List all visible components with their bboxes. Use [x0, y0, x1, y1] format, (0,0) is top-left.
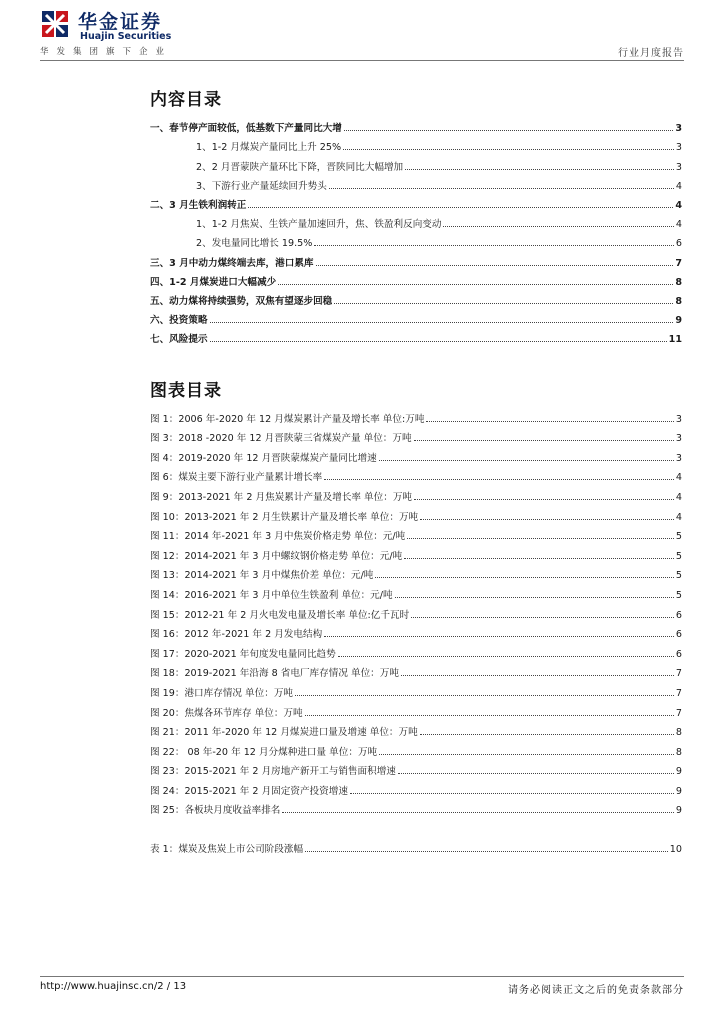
- entry-page-number: 4: [675, 491, 682, 503]
- entry-page-number: 3: [675, 452, 682, 464]
- figure-entry[interactable]: [150, 601, 682, 621]
- entry-title[interactable]: 一、春节停产面较低，低基数下产量同比大增: [150, 123, 342, 135]
- entry-title[interactable]: 图 11：2014 年-2021 年 3 月中焦炭价格走势 单位：元/吨: [150, 531, 406, 543]
- figure-entry[interactable]: [150, 699, 682, 719]
- logo-subtitle: 华发集团旗下企业: [40, 47, 173, 57]
- toc-section-entry[interactable]: [150, 249, 682, 268]
- dot-leader: [334, 303, 673, 304]
- toc-section-entry[interactable]: [150, 115, 682, 134]
- figure-entry[interactable]: [150, 640, 682, 660]
- toc-subsection-entry[interactable]: [150, 153, 682, 172]
- entry-title[interactable]: 表 1：煤炭及焦炭上市公司阶段涨幅: [150, 844, 304, 856]
- entry-title[interactable]: 图 23：2015-2021 年 2 月房地产新开工与销售面积增速: [150, 766, 396, 778]
- lof-title: 图表目录: [150, 381, 222, 401]
- dot-leader: [343, 149, 674, 150]
- figure-entry[interactable]: [150, 464, 682, 484]
- figure-entry[interactable]: [150, 523, 682, 543]
- footer-page-info: http://www.huajinsc.cn/2 / 13: [40, 981, 187, 992]
- entry-title[interactable]: 图 1：2006 年-2020 年 12 月煤炭累计产量及增长率 单位:万吨: [150, 413, 425, 425]
- huajin-logo-icon: [40, 9, 70, 39]
- dot-leader: [426, 421, 673, 422]
- dot-leader: [350, 793, 674, 794]
- entry-title[interactable]: 图 14：2016-2021 年 3 月中单位生铁盈利 单位：元/吨: [150, 589, 393, 601]
- entry-page-number: 5: [675, 550, 682, 562]
- dot-leader: [420, 519, 674, 520]
- entry-page-number: 3: [675, 413, 682, 425]
- entry-title[interactable]: 五、动力煤将持续强势，双焦有望逐步回稳: [150, 295, 333, 307]
- list-spacer: [150, 816, 682, 835]
- dot-leader: [210, 341, 667, 342]
- figure-entry[interactable]: [150, 483, 682, 503]
- entry-title[interactable]: 三、3 月中动力煤终端去库，港口累库: [150, 257, 314, 269]
- entry-title[interactable]: 四、1-2 月煤炭进口大幅减少: [150, 276, 277, 288]
- figure-entry[interactable]: [150, 679, 682, 699]
- entry-title[interactable]: 图 6：煤炭主要下游行业产量累计增长率: [150, 472, 323, 484]
- entry-page-number: 7: [675, 687, 682, 699]
- dot-leader: [414, 440, 674, 441]
- entry-page-number: 6: [675, 629, 682, 641]
- entry-page-number: 3: [675, 142, 682, 154]
- entry-title[interactable]: 六、投资策略: [150, 315, 208, 327]
- dot-leader: [338, 656, 674, 657]
- entry-title[interactable]: 3、下游行业产量延续回升势头: [196, 180, 327, 192]
- dot-leader: [210, 322, 674, 323]
- dot-leader: [398, 773, 674, 774]
- entry-page-number: 3: [675, 123, 682, 135]
- table-entry[interactable]: [150, 835, 682, 855]
- entry-title[interactable]: 图 21：2011 年-2020 年 12 月煤炭进口量及增速 单位：万吨: [150, 727, 418, 739]
- entry-page-number: 9: [675, 805, 682, 817]
- figure-entry[interactable]: [150, 797, 682, 817]
- entry-page-number: 4: [675, 180, 682, 192]
- dot-leader: [305, 851, 668, 852]
- toc-subsection-entry[interactable]: [150, 134, 682, 153]
- dot-leader: [295, 695, 674, 696]
- toc-section-entry[interactable]: [150, 269, 682, 288]
- entry-title[interactable]: 图 20：焦煤各环节库存 单位：万吨: [150, 707, 303, 719]
- entry-page-number: 4: [675, 199, 682, 211]
- header-divider: [40, 60, 684, 61]
- dot-leader: [411, 617, 674, 618]
- toc-subsection-entry[interactable]: [150, 211, 682, 230]
- toc-section-entry[interactable]: [150, 307, 682, 326]
- page-header: [0, 0, 724, 64]
- figures-list: [150, 405, 682, 855]
- dot-leader: [375, 577, 673, 578]
- entry-page-number: 4: [675, 511, 682, 523]
- entry-title[interactable]: 图 10：2013-2021 年 2 月生铁累计产量及增长率 单位：万吨: [150, 511, 419, 523]
- dot-leader: [248, 207, 673, 208]
- entry-page-number: 8: [675, 295, 682, 307]
- dot-leader: [420, 734, 674, 735]
- entry-page-number: 9: [675, 315, 682, 327]
- entry-page-number: 4: [675, 219, 682, 231]
- dot-leader: [405, 169, 674, 170]
- entry-title[interactable]: 2、发电量同比增长 19.5%: [196, 238, 313, 250]
- logo-chinese-name: 华金证券: [78, 11, 163, 33]
- footer-page-total: 13: [173, 981, 187, 992]
- toc-subsection-entry[interactable]: [150, 173, 682, 192]
- dot-leader: [401, 675, 674, 676]
- figure-entry[interactable]: [150, 738, 682, 758]
- entry-page-number: 8: [675, 276, 682, 288]
- entry-title[interactable]: 图 16：2012 年-2021 年 2 月发电结构: [150, 629, 323, 641]
- entry-title[interactable]: 图 9：2013-2021 年 2 月焦炭累计产量及增长率 单位：万吨: [150, 491, 413, 503]
- toc-subsection-entry[interactable]: [150, 230, 682, 249]
- entry-title[interactable]: 图 13：2014-2021 年 3 月中煤焦价差 单位：元/吨: [150, 570, 374, 582]
- entry-page-number: 9: [675, 785, 682, 797]
- dot-leader: [379, 754, 674, 755]
- figure-entry[interactable]: [150, 542, 682, 562]
- contents-list: [150, 115, 682, 345]
- dot-leader: [395, 597, 674, 598]
- entry-title[interactable]: 图 22： 08 年-20 年 12 月分煤种进口量 单位：万吨: [150, 746, 378, 758]
- toc-section-entry[interactable]: [150, 288, 682, 307]
- logo-english-name: Huajin Securities: [80, 31, 172, 42]
- entry-title[interactable]: 七、风险提示: [150, 334, 208, 346]
- entry-title[interactable]: 图 18：2019-2021 年沿海 8 省电厂库存情况 单位：万吨: [150, 668, 399, 680]
- entry-page-number: 5: [675, 570, 682, 582]
- entry-page-number: 6: [675, 609, 682, 621]
- entry-title[interactable]: 图 12：2014-2021 年 3 月中螺纹钢价格走势 单位：元/吨: [150, 550, 403, 562]
- entry-title[interactable]: 图 19：港口库存情况 单位：万吨: [150, 687, 294, 699]
- entry-page-number: 11: [668, 334, 682, 346]
- entry-page-number: 7: [675, 707, 682, 719]
- dot-leader: [443, 226, 673, 227]
- figure-entry[interactable]: [150, 719, 682, 739]
- dot-leader: [278, 284, 673, 285]
- entry-page-number: 9: [675, 766, 682, 778]
- figure-entry[interactable]: [150, 581, 682, 601]
- entry-page-number: 6: [675, 238, 682, 250]
- toc-section-entry[interactable]: [150, 326, 682, 345]
- dot-leader: [324, 636, 674, 637]
- entry-title[interactable]: 2、2 月晋蒙陕产量环比下降，晋陕同比大幅增加: [196, 161, 404, 173]
- figure-entry[interactable]: [150, 444, 682, 464]
- figure-entry[interactable]: [150, 621, 682, 641]
- dot-leader: [414, 499, 674, 500]
- entry-title[interactable]: 图 24：2015-2021 年 2 月固定资产投资增速: [150, 785, 348, 797]
- entry-title[interactable]: 1、1-2 月煤炭产量同比上升 25%: [196, 142, 342, 154]
- entry-page-number: 5: [675, 531, 682, 543]
- entry-page-number: 10: [669, 844, 682, 856]
- entry-title[interactable]: 1、1-2 月焦炭、生铁产量加速回升，焦、铁盈利反向变动: [196, 219, 442, 231]
- dot-leader: [404, 558, 674, 559]
- entry-page-number: 3: [675, 433, 682, 445]
- figure-entry[interactable]: [150, 660, 682, 680]
- entry-title[interactable]: 二、3 月生铁利润转正: [150, 199, 247, 211]
- dot-leader: [329, 188, 674, 189]
- entry-page-number: 8: [675, 727, 682, 739]
- dot-leader: [316, 265, 674, 266]
- dot-leader: [314, 245, 674, 246]
- dot-leader: [324, 479, 674, 480]
- toc-title: 内容目录: [150, 90, 222, 110]
- dot-leader: [344, 130, 673, 131]
- figure-entry[interactable]: [150, 562, 682, 582]
- toc-section-entry[interactable]: [150, 192, 682, 211]
- figure-entry[interactable]: [150, 758, 682, 778]
- report-type-label: 行业月度报告: [618, 48, 684, 59]
- entry-title[interactable]: 图 4：2019-2020 年 12 月晋陕蒙煤炭产量同比增速: [150, 452, 377, 464]
- entry-page-number: 7: [675, 257, 682, 269]
- figure-entry[interactable]: [150, 777, 682, 797]
- entry-page-number: 3: [675, 161, 682, 173]
- dot-leader: [305, 715, 674, 716]
- dot-leader: [379, 460, 674, 461]
- entry-title[interactable]: 图 15：2012-21 年 2 月火电发电量及增长率 单位:亿千瓦时: [150, 609, 410, 621]
- entry-page-number: 5: [675, 589, 682, 601]
- entry-page-number: 6: [675, 648, 682, 660]
- entry-page-number: 8: [675, 746, 682, 758]
- footer-url[interactable]: http://www.huajinsc.cn/: [40, 981, 158, 992]
- figure-entry[interactable]: [150, 503, 682, 523]
- entry-title[interactable]: 图 3：2018 -2020 年 12 月晋陕蒙三省煤炭产量 单位：万吨: [150, 433, 412, 445]
- figure-entry[interactable]: [150, 405, 682, 425]
- footer-divider: [40, 976, 684, 977]
- dot-leader: [407, 538, 674, 539]
- footer-page-number: 2: [157, 981, 164, 992]
- footer-disclaimer: 请务必阅读正文之后的免责条款部分: [508, 985, 684, 996]
- entry-page-number: 7: [675, 668, 682, 680]
- entry-page-number: 4: [675, 472, 682, 484]
- figure-entry[interactable]: [150, 425, 682, 445]
- entry-title[interactable]: 图 25：各板块月度收益率排名: [150, 805, 281, 817]
- dot-leader: [282, 812, 674, 813]
- entry-title[interactable]: 图 17：2020-2021 年旬度发电量同比趋势: [150, 648, 336, 660]
